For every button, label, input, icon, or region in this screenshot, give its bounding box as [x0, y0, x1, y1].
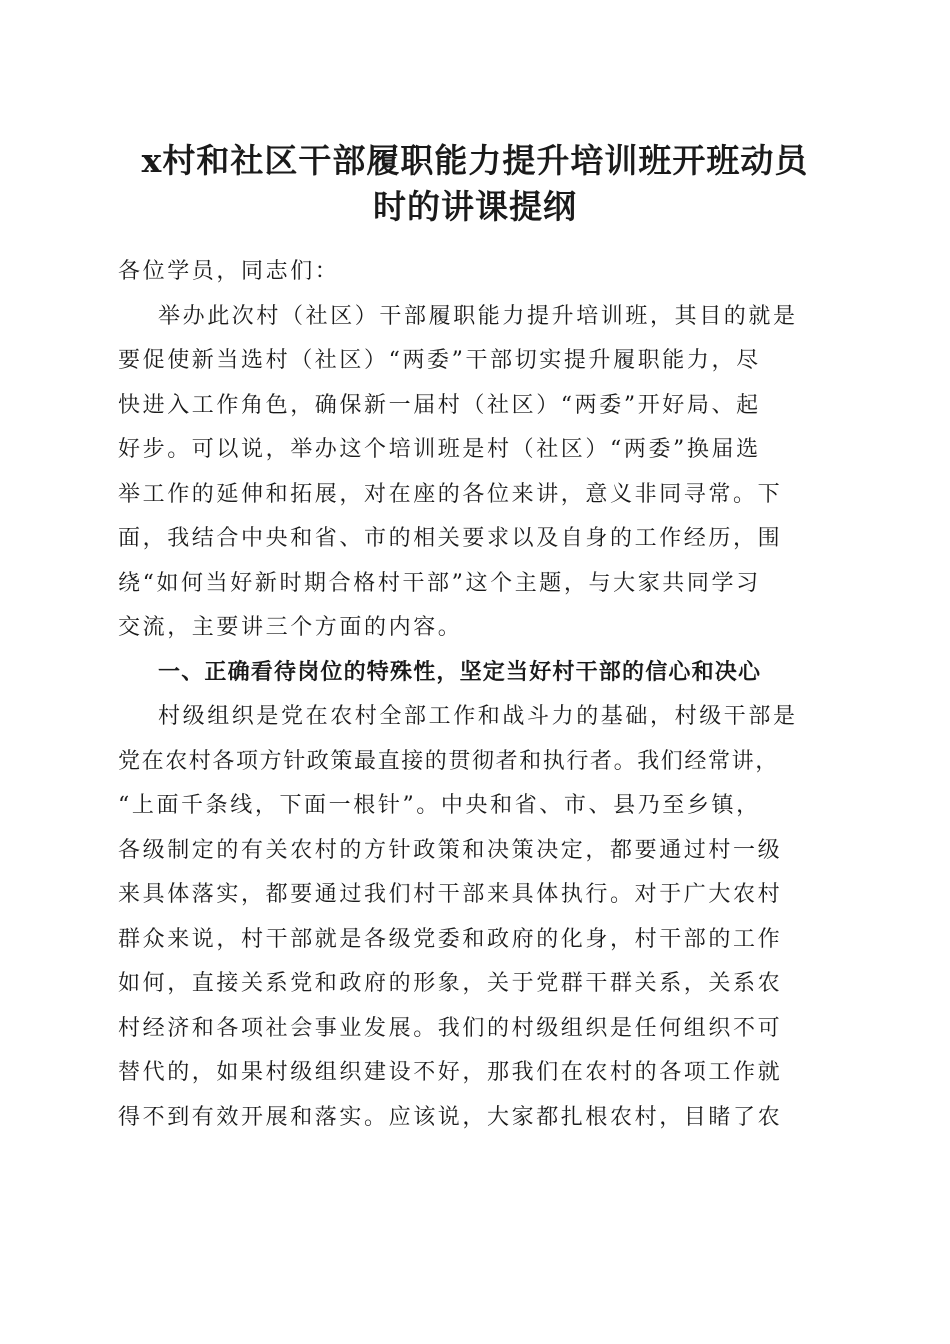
- title-line-2: 时的讲课提纲: [373, 187, 577, 226]
- paragraph-2-line: 替代的，如果村级组织建设不好，那我们在农村的各项工作就: [118, 1060, 783, 1085]
- paragraph-2-line: 各级制定的有关农村的方针政策和决策决定，都要通过村一级: [118, 837, 783, 863]
- paragraph-2-line: 如何，直接关系党和政府的形象，关于党群干群关系，关系农: [118, 971, 783, 996]
- paragraph-1-line: 举工作的延伸和拓展，对在座的各位来讲，意义非同寻常。下: [118, 481, 783, 507]
- paragraph-2-line: 村级组织是党在农村全部工作和战斗力的基础，村级干部是: [158, 704, 798, 729]
- section-1-heading: 一、正确看待岗位的特殊性，坚定当好村干部的信心和决心: [158, 659, 762, 685]
- paragraph-1-line: 快进入工作角色，确保新一届村（社区）“两委”开好局、起: [118, 392, 761, 418]
- paragraph-2-line: 村经济和各项社会事业发展。我们的村级组织是任何组织不可: [118, 1015, 783, 1041]
- document-body: [118, 250, 838, 1140]
- paragraph-2-line: 得不到有效开展和落实。应该说，大家都扎根农村，目睹了农: [118, 1104, 783, 1130]
- paragraph-1-line: 举办此次村（社区）干部履职能力提升培训班，其目的就是: [158, 303, 798, 329]
- paragraph-2-line: 党在农村各项方针政策最直接的贯彻者和执行者。我们经常讲，: [118, 748, 779, 774]
- paragraph-1-line: 交流，主要讲三个方面的内容。: [118, 615, 463, 640]
- paragraph-2-line: 来具体落实，都要通过我们村干部来具体执行。对于广大农村: [118, 882, 783, 907]
- salutation: 各位学员，同志们：: [118, 259, 340, 284]
- paragraph-1-line: 要促使新当选村（社区）“两委”干部切实提升履职能力，尽: [118, 348, 761, 373]
- paragraph-2-line: 群众来说，村干部就是各级党委和政府的化身，村干部的工作: [118, 926, 783, 952]
- paragraph-1-line: 绕“如何当好新时期合格村干部”这个主题，与大家共同学习: [118, 570, 761, 596]
- paragraph-1-line: 好步。可以说，举办这个培训班是村（社区）“两委”换届选: [118, 437, 761, 462]
- paragraph-1-line: 面，我结合中央和省、市的相关要求以及自身的工作经历，围: [118, 526, 783, 551]
- title-line-1: x村和社区干部履职能力提升培训班开班动员: [141, 141, 809, 180]
- document-title: [80, 138, 870, 230]
- paragraph-2-line: “上面千条线，下面一根针”。中央和省、市、县乃至乡镇，: [118, 793, 761, 818]
